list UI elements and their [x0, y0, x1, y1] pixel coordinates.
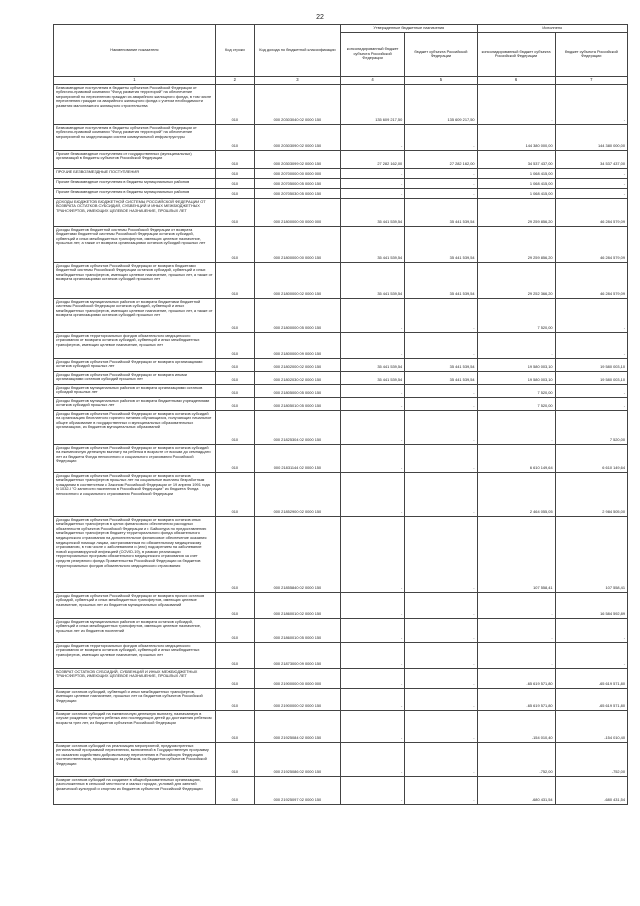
row-approved-subject: 35 441 539,54	[405, 371, 477, 384]
row-executed-subject: 46 284 579,09	[555, 198, 627, 226]
table-row	[54, 444, 628, 472]
row-classification: 000 21805010 05 0000 150	[254, 397, 340, 410]
row-executed-subject: -	[555, 188, 627, 198]
row-classification: 000 21925084 02 0000 150	[254, 710, 340, 742]
column-index: 7	[555, 76, 627, 84]
header-approved-consolidated: консолидированный бюджет субъекта Российской Федерации	[340, 32, 404, 76]
row-executed-consolidated: -	[477, 642, 555, 668]
row-executed-consolidated: 19 580 003,10	[477, 358, 555, 371]
row-executed-subject: -	[555, 618, 627, 642]
row-approved-subject: -	[405, 444, 477, 472]
row-approved-consolidated: -	[340, 178, 404, 188]
row-executed-consolidated: 7 520,00	[477, 298, 555, 332]
row-classification: 000 21831144 02 0000 150	[254, 444, 340, 472]
row-name: Безвозмездные поступления в бюджеты субъектов Российской Федерации от публично-правовой компании "Фонд развития территорий" на обеспечение мероприятий по переселению граждан из аварийного жилищного фонда, в том числе переселению граждан из аварийного жилищного фонда с учетом необходимости развития малоэтажного жилищного строительства	[54, 84, 216, 124]
row-approved-subject: -	[405, 742, 477, 776]
row-executed-consolidated: 1 068 415,00	[477, 168, 555, 178]
row-name: Возврат остатков субсидий на ежемесячную денежную выплату, назначаемую в случае рождения третьего ребенка или последующих детей до достижения ребенком возраста трех лет, из бюджетов субъектов Российской Федерации	[54, 710, 216, 742]
row-approved-consolidated: -	[340, 688, 404, 710]
row-executed-subject: 2 984 505,00	[555, 472, 627, 516]
row-classification: 000 20303040 02 0000 150	[254, 84, 340, 124]
row-executed-subject: -	[555, 397, 627, 410]
table-header	[54, 25, 628, 85]
row-code: 010	[215, 188, 254, 198]
row-code: 010	[215, 444, 254, 472]
row-approved-subject: -	[405, 124, 477, 150]
row-classification: 000 21873000 09 0000 150	[254, 642, 340, 668]
header-approved: Утвержденные бюджетные назначения	[340, 25, 477, 33]
column-index-row	[54, 76, 628, 84]
report-table	[53, 24, 628, 805]
row-approved-subject: -	[405, 668, 477, 688]
row-classification: 000 21925086 02 0000 150	[254, 742, 340, 776]
row-approved-subject: -	[405, 168, 477, 178]
row-approved-consolidated: -	[340, 410, 404, 444]
row-classification: 000 21802030 02 0000 150	[254, 371, 340, 384]
row-code: 010	[215, 688, 254, 710]
row-name: ПРОЧИЕ БЕЗВОЗМЕЗДНЫЕ ПОСТУПЛЕНИЯ	[54, 168, 216, 178]
row-name: Доходы бюджетов субъектов Российской Федерации от возврата остатков межбюджетных трансфертов прошлых лет на социальные выплаты безработным гражданам в соответствии с Законом Российской Федерации от 19 апреля 1991 года N 1032-I "О занятости населения в Российской Федерации" из бюджета Фонда пенсионного и социального страхования Российской Федерации	[54, 472, 216, 516]
row-name: Возврат остатков субсидий на создание в общеобразовательных организациях, расположенных в сельской местности и малых городах, условий для занятий физической культурой и спортом из бюджетов субъектов Российской Федерации	[54, 776, 216, 804]
row-approved-subject: 35 441 539,54	[405, 198, 477, 226]
row-approved-consolidated: -	[340, 776, 404, 804]
row-executed-consolidated: 107 558,41	[477, 516, 555, 592]
row-classification: 000 20700000 00 0000 000	[254, 168, 340, 178]
row-approved-subject: -	[405, 188, 477, 198]
row-classification: 000 21805000 05 0000 150	[254, 384, 340, 397]
table-row	[54, 776, 628, 804]
row-name: Доходы бюджетов субъектов Российской Федерации от возврата остатков субсидий на ежемесячную денежную выплату на ребенка в возрасте от восьми до семнадцати лет из бюджета Фонда пенсионного и социального страхования Российской Федерации	[54, 444, 216, 472]
row-approved-subject: -	[405, 178, 477, 188]
header-name: Наименование показателя	[54, 25, 216, 77]
row-code: 010	[215, 742, 254, 776]
row-code: 010	[215, 168, 254, 178]
column-index: 3	[254, 76, 340, 84]
table-row	[54, 710, 628, 742]
row-code: 010	[215, 298, 254, 332]
row-executed-consolidated: 6 610 149,64	[477, 444, 555, 472]
row-executed-subject: -	[555, 84, 627, 124]
table-row	[54, 84, 628, 124]
row-approved-consolidated: -	[340, 642, 404, 668]
row-executed-subject: -	[555, 642, 627, 668]
row-classification: 000 21860010 05 0000 150	[254, 618, 340, 642]
row-name: Возврат остатков субсидий, субвенций и иных межбюджетных трансфертов, имеющих целевое назначение, прошлых лет из бюджетов субъектов Российской Федерации	[54, 688, 216, 710]
row-executed-consolidated: -	[477, 618, 555, 642]
row-executed-subject: 46 284 579,09	[555, 262, 627, 298]
page-number: 22	[316, 14, 324, 21]
row-approved-consolidated: 35 441 539,54	[340, 226, 404, 262]
row-name: Доходы бюджетов территориальных фондов обязательного медицинского страхования от возврата остатков субсидий, субвенций и иных межбюджетных трансфертов, имеющих целевое назначение, прошлых лет	[54, 642, 216, 668]
row-executed-subject: -65 619 571,80	[555, 688, 627, 710]
row-name: Доходы бюджетов субъектов Российской Федерации от возврата остатков иных межбюджетных трансфертов в целях финансового обеспечения расходных обязательств субъектов Российской Федерации и г. Байконура по предоставлению межбюджетных трансфертов бюджету территориального фонда обязательного медицинского страхования на дополнительное финансовое обеспечение оказания медицинской помощи лицам, застрахованным по обязательному медицинскому страхованию, в том числе с заболеванием и (или) подозрением на заболевание новой коронавирусной инфекцией (COVID-19), в рамках реализации территориальных программ обязательного медицинского страхования за счет средств резервного фонда Правительства Российской Федерации из бюджетов территориальных фондов обязательного медицинского страхования	[54, 516, 216, 592]
row-classification: 000 20705030 05 0000 150	[254, 188, 340, 198]
row-executed-subject: -752,00	[555, 742, 627, 776]
row-approved-subject: -	[405, 384, 477, 397]
row-executed-consolidated: -752,00	[477, 742, 555, 776]
row-approved-consolidated: 35 441 539,54	[340, 358, 404, 371]
row-code: 010	[215, 516, 254, 592]
row-classification: 000 21925097 02 0000 150	[254, 776, 340, 804]
row-classification: 000 21825304 02 0000 150	[254, 410, 340, 444]
row-name: Возврат остатков субсидий на реализацию мероприятий, предусмотренных региональной программой переселения, включенной в Государственную программу по оказанию содействия добровольному переселению в Российскую Федерацию соотечественников, проживающих за рубежом, из бюджетов субъектов Российской Федерации	[54, 742, 216, 776]
row-name: Доходы бюджетов субъектов Российской Федерации от возврата организациями остатков субсидий прошлых лет	[54, 358, 216, 371]
row-code: 010	[215, 642, 254, 668]
row-executed-subject: -680 431,54	[555, 776, 627, 804]
row-executed-consolidated: 29 259 856,20	[477, 226, 555, 262]
row-approved-consolidated: -	[340, 618, 404, 642]
row-approved-consolidated: 35 441 539,54	[340, 262, 404, 298]
row-classification: 000 21860010 02 0000 150	[254, 592, 340, 618]
row-name: Доходы бюджетов субъектов Российской Федерации от возврата бюджетами бюджетной системы Российской Федерации остатков субсидий, субвенций и иных межбюджетных трансфертов, имеющих целевое назначение, прошлых лет, а также от возврата организациями остатков субсидий прошлых лет	[54, 262, 216, 298]
row-approved-subject: -	[405, 332, 477, 358]
row-executed-consolidated: -65 619 571,80	[477, 688, 555, 710]
table-row	[54, 332, 628, 358]
row-name: Доходы бюджетов субъектов Российской Федерации от возврата прочих остатков субсидий, субвенций и иных межбюджетных трансфертов, имеющих целевое назначение, прошлых лет из бюджетов муниципальных образований	[54, 592, 216, 618]
row-name: Прочие безвозмездные поступления от государственных (муниципальных) организаций в бюджеты субъектов Российской Федерации	[54, 150, 216, 168]
row-classification: 000 20303090 02 0000 150	[254, 124, 340, 150]
row-name: Прочие безвозмездные поступления в бюджеты муниципальных районов	[54, 178, 216, 188]
column-index: 1	[54, 76, 216, 84]
row-approved-consolidated: -	[340, 397, 404, 410]
row-executed-subject: 16 584 592,89	[555, 592, 627, 618]
row-name: Доходы бюджетов территориальных фондов обязательного медицинского страхования от возврата остатков субсидий, субвенций и иных межбюджетных трансфертов, имеющих целевое назначение, прошлых лет	[54, 332, 216, 358]
row-executed-consolidated: -	[477, 410, 555, 444]
row-approved-consolidated: 35 441 539,54	[340, 371, 404, 384]
row-executed-consolidated: 19 580 003,10	[477, 371, 555, 384]
table-row	[54, 642, 628, 668]
row-name: Доходы бюджетов бюджетной системы Российской Федерации от возврата бюджетами бюджетной системы Российской Федерации остатков субсидий, субвенций и иных межбюджетных трансфертов, имеющих целевое назначение, прошлых лет, а также от возврата организациями остатков субсидий прошлых лет	[54, 226, 216, 262]
row-code: 010	[215, 332, 254, 358]
table-row	[54, 592, 628, 618]
row-classification: 000 20303099 02 0000 150	[254, 150, 340, 168]
row-approved-subject: 135 609 217,50	[405, 84, 477, 124]
row-executed-consolidated: 29 252 366,20	[477, 262, 555, 298]
row-name: Доходы бюджетов муниципальных районов от возврата остатков субсидий, субвенций и иных межбюджетных трансфертов, имеющих целевое назначение, прошлых лет из бюджетов поселений	[54, 618, 216, 642]
table-row	[54, 371, 628, 384]
row-approved-subject: -	[405, 472, 477, 516]
row-classification: 000 21852900 02 0000 150	[254, 472, 340, 516]
row-code: 010	[215, 124, 254, 150]
row-executed-subject: 7 520,00	[555, 410, 627, 444]
row-approved-subject: -	[405, 410, 477, 444]
row-name: Доходы бюджетов субъектов Российской Федерации от возврата остатков субсидий на организацию бесплатного горячего питания обучающихся, получающих начальное общее образование в государственных и муниципальных образовательных организациях, из бюджетов муниципальных образований	[54, 410, 216, 444]
row-classification: 000 21800000 00 0000 150	[254, 226, 340, 262]
row-executed-subject: -	[555, 168, 627, 178]
row-approved-subject: -	[405, 776, 477, 804]
row-approved-subject: -	[405, 592, 477, 618]
row-approved-consolidated: -	[340, 710, 404, 742]
table-row	[54, 618, 628, 642]
row-code: 010	[215, 198, 254, 226]
row-code: 010	[215, 592, 254, 618]
row-classification: 000 21900000 02 0000 150	[254, 688, 340, 710]
table-row	[54, 198, 628, 226]
row-executed-consolidated: -	[477, 332, 555, 358]
row-approved-subject: -	[405, 397, 477, 410]
row-classification: 000 21800000 00 0000 000	[254, 198, 340, 226]
row-code: 010	[215, 358, 254, 371]
row-approved-consolidated: -	[340, 124, 404, 150]
table-row	[54, 188, 628, 198]
row-classification: 000 21800000 09 0000 150	[254, 332, 340, 358]
row-name: Доходы бюджетов муниципальных районов от возврата бюджетами бюджетной системы Российской Федерации остатков субсидий, субвенций и иных межбюджетных трансфертов, имеющих целевое назначение, прошлых лет, а также от возврата организациями остатков субсидий прошлых лет	[54, 298, 216, 332]
row-classification: 000 21800000 02 0000 150	[254, 262, 340, 298]
row-executed-subject: -	[555, 332, 627, 358]
row-code: 010	[215, 384, 254, 397]
table-row	[54, 516, 628, 592]
row-classification: 000 21900000 00 0000 000	[254, 668, 340, 688]
row-name: ДОХОДЫ БЮДЖЕТОВ БЮДЖЕТНОЙ СИСТЕМЫ РОССИЙСКОЙ ФЕДЕРАЦИИ ОТ ВОЗВРАТА ОСТАТКОВ СУБСИДИЙ, СУБВЕНЦИЙ И ИНЫХ МЕЖБЮДЖЕТНЫХ ТРАНСФЕРТОВ, ИМЕЮЩИХ ЦЕЛЕВОЕ НАЗНАЧЕНИЕ, ПРОШЛЫХ ЛЕТ	[54, 198, 216, 226]
table-row	[54, 262, 628, 298]
row-approved-consolidated: -	[340, 472, 404, 516]
row-approved-consolidated: 35 441 539,54	[340, 198, 404, 226]
row-approved-consolidated: -	[340, 384, 404, 397]
row-name: ВОЗВРАТ ОСТАТКОВ СУБСИДИЙ, СУБВЕНЦИЙ И ИНЫХ МЕЖБЮДЖЕТНЫХ ТРАНСФЕРТОВ, ИМЕЮЩИХ ЦЕЛЕВОЕ НАЗНАЧЕНИЕ, ПРОШЛЫХ ЛЕТ	[54, 668, 216, 688]
table-row	[54, 668, 628, 688]
row-approved-subject: 35 441 539,54	[405, 262, 477, 298]
column-index: 2	[215, 76, 254, 84]
row-approved-consolidated: -	[340, 516, 404, 592]
row-approved-subject: 27 282 162,00	[405, 150, 477, 168]
row-executed-subject: 19 580 003,10	[555, 371, 627, 384]
row-approved-subject: -	[405, 710, 477, 742]
table-row	[54, 150, 628, 168]
row-approved-subject: -	[405, 298, 477, 332]
row-code: 010	[215, 84, 254, 124]
row-approved-consolidated: -	[340, 188, 404, 198]
header-approved-subject: бюджет субъекта Российской Федерации	[405, 32, 477, 76]
row-executed-consolidated: -	[477, 592, 555, 618]
row-approved-subject: 35 441 539,54	[405, 226, 477, 262]
row-code: 010	[215, 226, 254, 262]
row-approved-subject: -	[405, 688, 477, 710]
row-approved-subject: -	[405, 618, 477, 642]
row-executed-consolidated: 2 464 055,05	[477, 472, 555, 516]
row-executed-consolidated: -680 431,54	[477, 776, 555, 804]
row-code: 010	[215, 710, 254, 742]
header-executed-consolidated: консолидированный бюджет субъекта Российской Федерации	[477, 32, 555, 76]
row-executed-consolidated: -	[477, 84, 555, 124]
row-approved-consolidated: -	[340, 592, 404, 618]
row-executed-consolidated: 7 520,00	[477, 397, 555, 410]
row-executed-consolidated: -154 010,40	[477, 710, 555, 742]
row-approved-consolidated: -	[340, 168, 404, 178]
row-code: 010	[215, 776, 254, 804]
row-executed-subject: -	[555, 298, 627, 332]
column-index: 5	[405, 76, 477, 84]
row-approved-subject: -	[405, 516, 477, 592]
row-name: Безвозмездные поступления в бюджеты субъектов Российской Федерации от публично-правовой компании "Фонд развития территорий" на обеспечение мероприятий по модернизации систем коммунальной инфраструктуры	[54, 124, 216, 150]
row-executed-subject: -	[555, 178, 627, 188]
row-executed-subject: 6 610 149,64	[555, 444, 627, 472]
table-row	[54, 472, 628, 516]
row-code: 010	[215, 178, 254, 188]
row-approved-consolidated: 27 282 162,00	[340, 150, 404, 168]
header-classification: Код дохода по бюджетной классификации	[254, 25, 340, 77]
row-code: 010	[215, 618, 254, 642]
row-executed-consolidated: 1 068 415,00	[477, 188, 555, 198]
row-executed-consolidated: -65 619 571,80	[477, 668, 555, 688]
row-code: 010	[215, 150, 254, 168]
row-executed-subject: 46 284 579,09	[555, 226, 627, 262]
table-row	[54, 168, 628, 178]
row-executed-subject: 144 380 000,00	[555, 124, 627, 150]
header-executed: Исполнено	[477, 25, 627, 33]
row-executed-subject: 19 580 003,10	[555, 358, 627, 371]
row-executed-consolidated: 29 259 856,20	[477, 198, 555, 226]
header-code: Код строки	[215, 25, 254, 77]
row-name: Доходы бюджетов субъектов Российской Федерации от возврата иными организациями остатков субсидий прошлых лет	[54, 371, 216, 384]
row-classification: 000 21800000 05 0000 150	[254, 298, 340, 332]
row-executed-consolidated: 34 537 437,00	[477, 150, 555, 168]
row-name: Прочие безвозмездные поступления в бюджеты муниципальных районов	[54, 188, 216, 198]
header-executed-subject: бюджет субъекта Российской Федерации	[555, 32, 627, 76]
table-row	[54, 124, 628, 150]
row-code: 010	[215, 668, 254, 688]
table-row	[54, 358, 628, 371]
row-code: 010	[215, 262, 254, 298]
column-index: 4	[340, 76, 404, 84]
column-index: 6	[477, 76, 555, 84]
row-approved-consolidated: -	[340, 668, 404, 688]
row-code: 010	[215, 410, 254, 444]
row-executed-subject: -154 010,40	[555, 710, 627, 742]
row-executed-consolidated: 7 520,00	[477, 384, 555, 397]
table-row	[54, 410, 628, 444]
row-approved-consolidated: -	[340, 444, 404, 472]
row-approved-consolidated: -	[340, 742, 404, 776]
table-row	[54, 226, 628, 262]
table-row	[54, 688, 628, 710]
row-executed-subject: 107 558,41	[555, 516, 627, 592]
table-body	[54, 84, 628, 804]
row-executed-subject: -65 619 571,80	[555, 668, 627, 688]
row-approved-consolidated: -	[340, 298, 404, 332]
row-name: Доходы бюджетов муниципальных районов от возврата организациями остатков субсидий прошлых лет	[54, 384, 216, 397]
row-approved-consolidated: -	[340, 332, 404, 358]
row-approved-subject: -	[405, 642, 477, 668]
row-executed-subject: 34 537 437,00	[555, 150, 627, 168]
row-code: 010	[215, 472, 254, 516]
row-name: Доходы бюджетов муниципальных районов от возврата бюджетными учреждениями остатков субсидий прошлых лет	[54, 397, 216, 410]
table-row	[54, 742, 628, 776]
table-row	[54, 298, 628, 332]
table-row	[54, 397, 628, 410]
table-row	[54, 384, 628, 397]
row-code: 010	[215, 371, 254, 384]
row-classification: 000 21855840 02 0000 150	[254, 516, 340, 592]
row-approved-consolidated: 135 609 217,50	[340, 84, 404, 124]
row-classification: 000 20705000 05 0000 150	[254, 178, 340, 188]
row-executed-consolidated: 144 380 000,00	[477, 124, 555, 150]
table-row	[54, 178, 628, 188]
row-executed-consolidated: 1 068 415,00	[477, 178, 555, 188]
row-approved-subject: 35 441 539,54	[405, 358, 477, 371]
row-code: 010	[215, 397, 254, 410]
row-executed-subject: -	[555, 384, 627, 397]
row-classification: 000 21802000 02 0000 150	[254, 358, 340, 371]
